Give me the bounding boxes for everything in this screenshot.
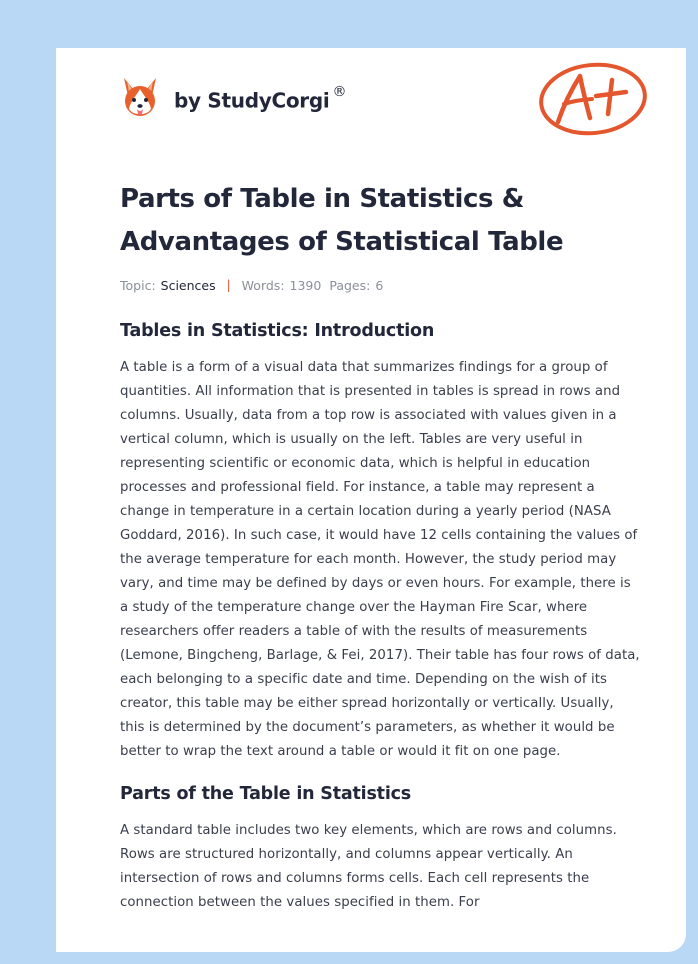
meta-separator: | bbox=[226, 278, 231, 292]
studycorgi-logo[interactable] bbox=[120, 76, 346, 120]
article-content bbox=[120, 178, 640, 915]
registered-mark: ® bbox=[332, 83, 347, 100]
section-heading-parts: Parts of the Table in Statistics bbox=[120, 784, 412, 804]
pages-value: 6 bbox=[375, 277, 384, 293]
article-meta bbox=[120, 276, 640, 294]
section-body-parts: A standard table includes two key elements, which are rows and columns. Rows are structured horizontally, and columns appear vertically. An intersection of rows and columns forms cells. Each cell represents the connection between the values specified in them. For bbox=[120, 823, 617, 910]
words-label: Words: bbox=[241, 277, 285, 293]
topic-label: Topic: bbox=[120, 277, 156, 293]
a-plus-grade-icon bbox=[536, 58, 650, 140]
corgi-icon bbox=[120, 76, 160, 120]
pages-label: Pages: bbox=[329, 277, 371, 293]
topic-value[interactable]: Sciences bbox=[160, 277, 216, 293]
words-value: 1390 bbox=[289, 277, 322, 293]
article-title: Parts of Table in Statistics & Advantages of Statistical Table bbox=[120, 184, 564, 257]
page-header bbox=[56, 48, 686, 178]
document-page bbox=[56, 48, 686, 952]
section-body-introduction: A table is a form of a visual data that summarizes findings for a group of quantities. All information that is presented in tables is spread in rows and columns. Usually, data from a top row is associated with values given in a vertical column, which is usually on the left. Tables are very useful in representing scientific or economic data, which is helpful in education processes and professional field. For instance, a table may represent a change in temperature in a certain location during a yearly period (NASA Goddard, 2016). In such case, it would have 12 cells containing the values of the average temperature for each month. However, the study period may vary, and time may be defined by days or even hours. For example, there is a study of the temperature change over the Hayman Fire Scar, where researchers offer readers a table of with the results of measurements (Lemone, Bingcheng, Barlage, & Fei, 2017). Their table has four rows of data, each belonging to a specific date and time. Depending on the wish of its creator, this table may be either spread horizontally or vertically. Usually, this is determined by the document’s parameters, as whether it would be better to wrap the text around a table or would it fit on one page. bbox=[120, 360, 640, 759]
brand-name: by StudyCorgi ® bbox=[174, 83, 347, 113]
section-heading-introduction: Tables in Statistics: Introduction bbox=[120, 321, 435, 341]
